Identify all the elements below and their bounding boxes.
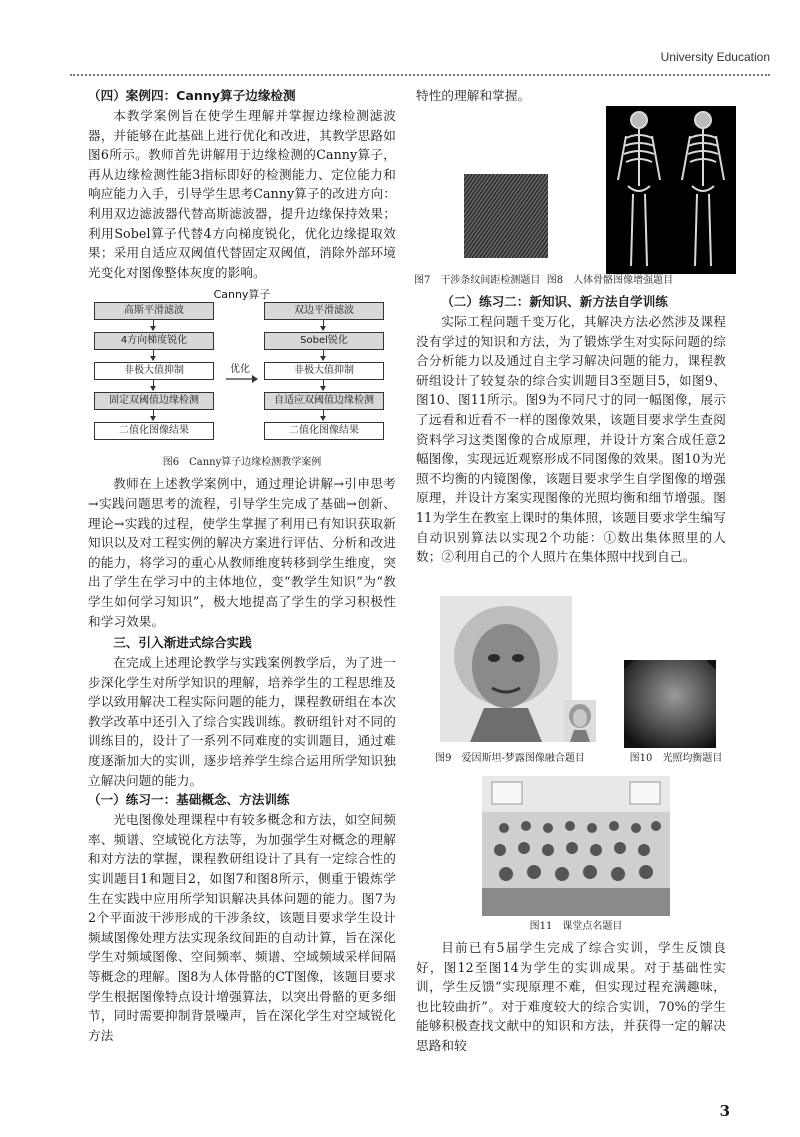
figure-10-endoscope-image bbox=[624, 660, 716, 748]
left-column bbox=[88, 86, 396, 1045]
result-block bbox=[416, 938, 726, 1056]
step-left-5: 二值化图像结果 bbox=[94, 422, 214, 440]
arrow-left-2 bbox=[153, 350, 154, 360]
step-right-5: 二值化图像结果 bbox=[264, 422, 384, 440]
step-left-4: 固定双阈值边缘检测 bbox=[94, 392, 214, 410]
figure-6-flowchart bbox=[88, 286, 396, 454]
optimize-label: 优化 bbox=[230, 364, 250, 376]
figure-6-caption: 图6 Canny算子边缘检测教学案例 bbox=[162, 457, 322, 469]
exercise-2-heading: （二）练习二：新知识、新方法自学训练 bbox=[441, 294, 668, 309]
running-header bbox=[70, 48, 770, 76]
arrow-left-1 bbox=[153, 320, 154, 330]
journal-title: University Education bbox=[660, 50, 770, 64]
exercise-1-paragraph: 光电图像处理课程中有较多概念和方法，如空间频率、频谱、空域锐化方法等，为加强学生对概念的理解和对方法的掌握，课程教研组设计了具有一定综合性的实训题目1和题目2，如图7和图8所示，侧重于锻炼学生在实践中应用所学知识解决具体问题的能力。图7为2个平面波干涉形成的干涉条纹，该题目要求学生设计频域图像处理方法实现条纹间距的自动计算，旨在深化学生对频域图像、空间频率、频谱、空域频域采样间隔等概念的理解。图8为人体骨骼的CT图像，该题目要求学生根据图像特点设计增强算法，以突出骨骼的更多细节，同时需要抑制背景噪声，旨在深化学生对空域锐化方法 bbox=[88, 812, 396, 1043]
figure-11-classroom-image bbox=[482, 776, 670, 916]
figure-7-fringe-image bbox=[464, 174, 548, 258]
figure-8-caption: 图8 人体骨骼图像增强题目 bbox=[546, 275, 674, 286]
figure-9-hybrid-image bbox=[440, 596, 572, 742]
case4-paragraph: 本教学案例旨在使学生理解并掌握边缘检测滤波器，并能够在此基础上进行优化和改进，其教学思路如图6所示。教师首先讲解用于边缘检测的Canny算子，再从边缘检测性能3指标即好的检测能力、定位能力和响应能力入手，引导学生思考Canny算子的改进方向：利用双边滤波器代替高斯滤波器，提升边缘保持效果；利用Sobel算子代替4方向梯度锐化，优化边缘提取效果；采用自适应双阈值代替固定双阈值，消除外部环境光变化对图像整体灰度的影响。 bbox=[88, 108, 396, 280]
step-left-1: 高斯平滑滤波 bbox=[94, 302, 214, 320]
arrow-left-3 bbox=[153, 380, 154, 390]
figure-6-title: Canny算子 bbox=[213, 288, 271, 302]
step-left-3: 非极大值抑制 bbox=[94, 362, 214, 380]
result-paragraph: 目前已有5届学生完成了综合实训，学生反馈良好，图12至图14为学生的实训成果。对于基础性实训，学生反馈“实现原理不难，但实现过程充满趣味，也比较曲折”。对于难度较大的综合实训，70%的学生能够积极查找文献中的知识和方法，并获得一定的解决思路和较 bbox=[416, 940, 726, 1053]
arrow-right-2 bbox=[323, 350, 324, 360]
page-number: 3 bbox=[719, 1102, 730, 1120]
arrow-right-1 bbox=[323, 320, 324, 330]
step-right-2: Sobel锐化 bbox=[264, 332, 384, 350]
continued-paragraph: 特性的理解和掌握。 bbox=[416, 88, 531, 103]
optimize-arrow-icon bbox=[226, 374, 258, 384]
arrow-right-4 bbox=[323, 410, 324, 420]
figure-7-caption: 图7 干涉条纹间距检测题目 bbox=[414, 275, 541, 286]
teaching-paragraph: 教师在上述教学案例中，通过理论讲解→引申思考→实践问题思考的流程，引导学生完成了基础→创新、理论→实践的过程，使学生掌握了利用已有知识获取新知识以及对工程实例的解决方案进行评估、分析和改进的能力，将学习的重心从教师维度转移到学生维度，突出了学生在学习中的主体地位，变“教学生知识”为“教学生如何学习知识”，极大地提高了学生的学习积极性和学习效果。 bbox=[88, 476, 396, 629]
figure-8-skeleton-image bbox=[606, 106, 736, 274]
section-3-paragraph: 在完成上述理论教学与实践案例教学后，为了进一步深化学生对所学知识的理解，培养学生的工程思维及学以致用解决工程实际问题的能力，课程教研组在本次教学改革中还引入了综合实践训练。教研组针对不同的训练目的，设计了一系列不同难度的实训题目，通过难度逐渐加大的实训，逐步培养学生综合运用所学知识独立解决问题的能力。 bbox=[88, 655, 396, 788]
exercise-1-heading: （一）练习一：基础概念、方法训练 bbox=[88, 792, 290, 808]
exercise-2-block bbox=[416, 292, 726, 567]
exercise-2-paragraph: 实际工程问题千变万化，其解决方法必然涉及课程没有学过的知识和方法，为了锻炼学生对实际问题的综合分析能力以及通过自主学习解决问题的能力，课程教研组设计了较复杂的综合实训题目3至题目5，如图9、图10、图11所示。图9为不同尺寸的同一幅图像，展示了远看和近看不一样的图像效果，该题目要求学生查阅资料学习这类图像的合成原理，并设计方案合成任意2幅图像，实现远近观察形成不同图像的效果。图10为光照不均衡的内镜图像，该题目要求学生自学图像的增强原理，并设计方案实现图像的光照均衡和细节增强。图11为学生在教室上课时的集体照，该题目要求学生编写自动识别算法以实现2个功能：①数出集体照里的人数；②利用自己的个人照片在集体照中找到自己。 bbox=[416, 314, 726, 565]
figure-9-caption: 图9 爱因斯坦-梦露图像融合题目 bbox=[435, 753, 585, 764]
right-column bbox=[416, 86, 726, 1086]
step-right-3: 非极大值抑制 bbox=[264, 362, 384, 380]
case4-heading: （四）案例四：Canny算子边缘检测 bbox=[88, 88, 296, 103]
figure-7-8-captions bbox=[414, 274, 734, 288]
figure-11-caption: 图11 课堂点名题目 bbox=[529, 921, 623, 932]
section-3-heading: 三、引入渐进式综合实践 bbox=[113, 635, 252, 651]
step-right-4: 自适应双阈值边缘检测 bbox=[264, 392, 384, 410]
step-right-1: 双边平滑滤波 bbox=[264, 302, 384, 320]
step-left-2: 4方向梯度锐化 bbox=[94, 332, 214, 350]
arrow-left-4 bbox=[153, 410, 154, 420]
arrow-right-3 bbox=[323, 380, 324, 390]
figure-10-caption: 图10 光照均衡题目 bbox=[629, 753, 723, 764]
figure-9-small-image bbox=[564, 700, 596, 742]
